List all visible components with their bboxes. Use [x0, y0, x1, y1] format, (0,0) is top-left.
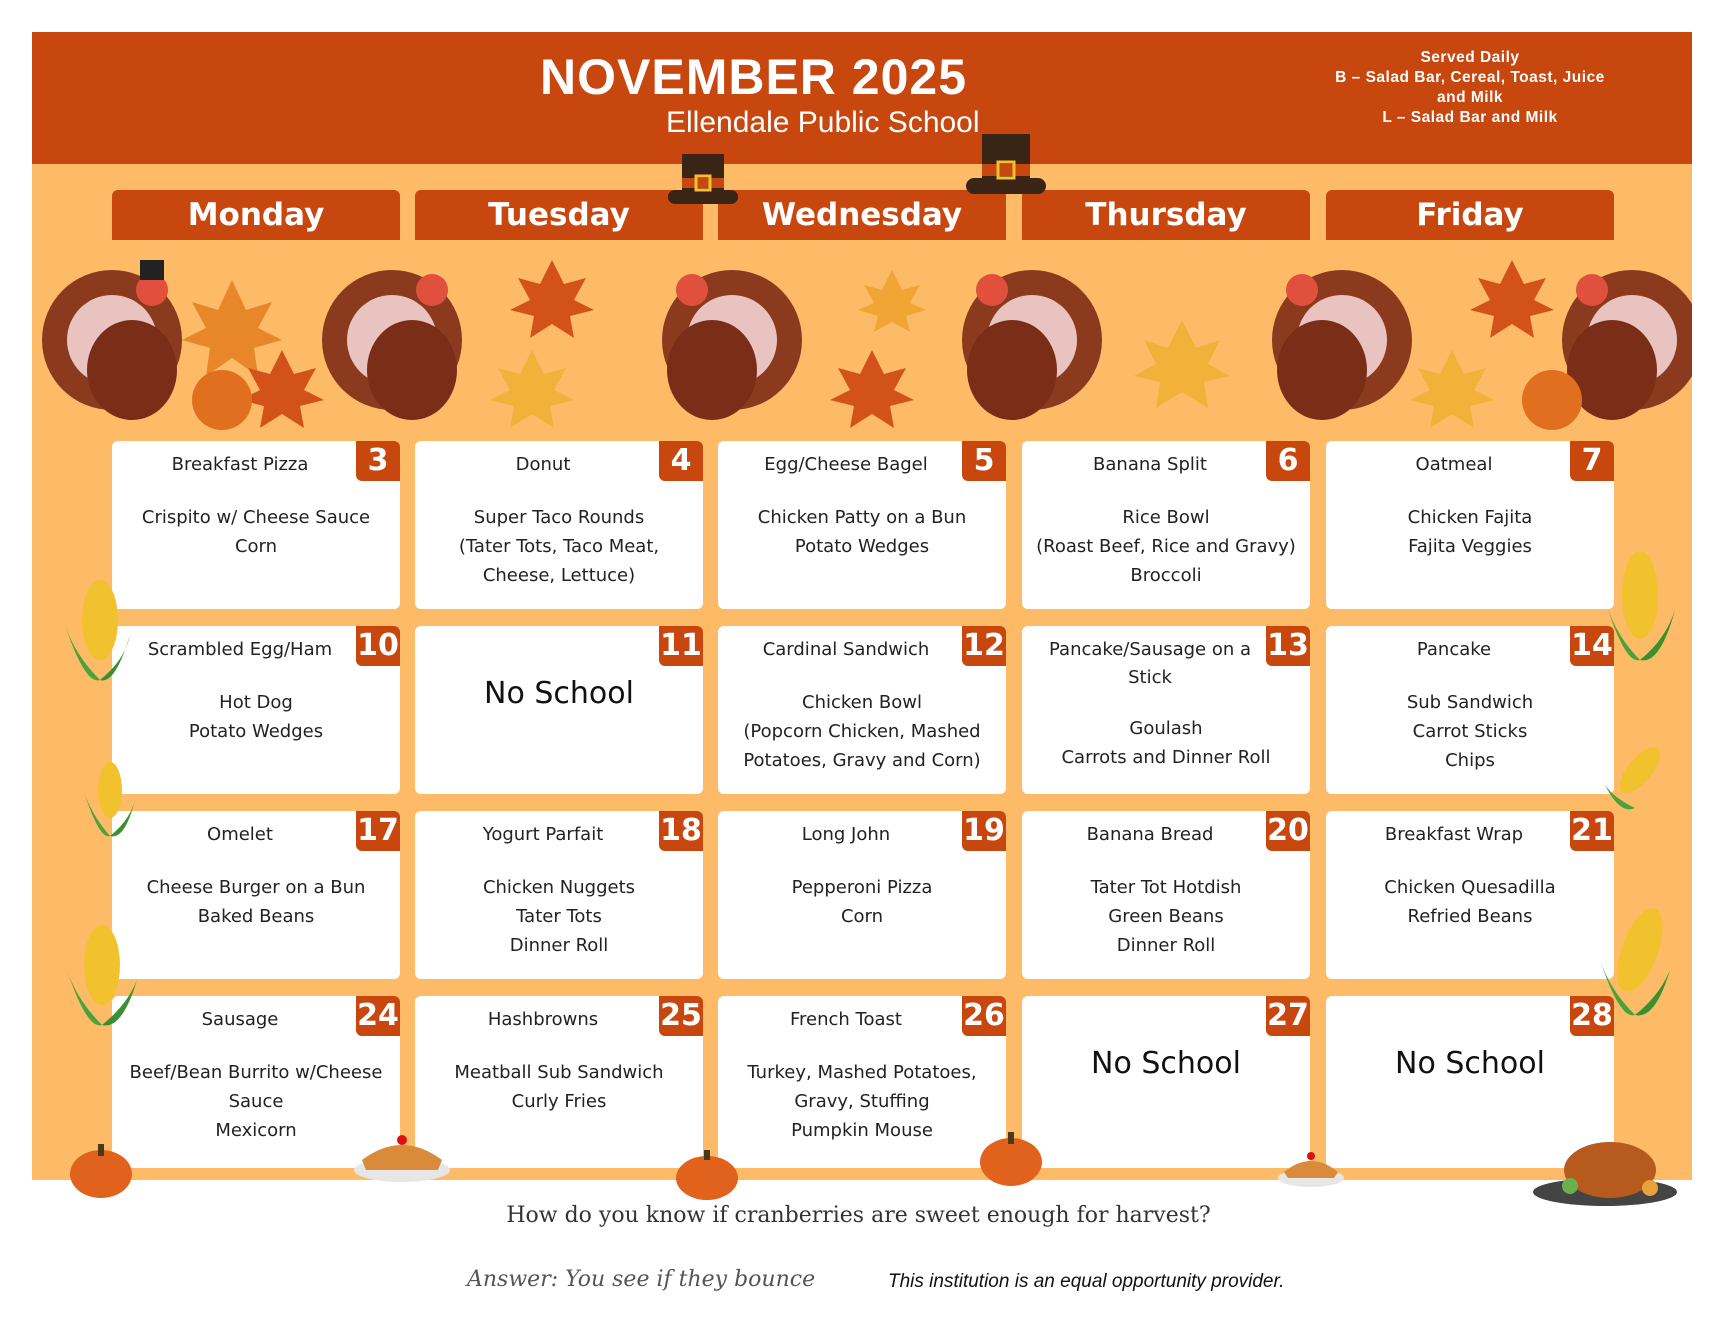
lunch-item: Dinner Roll [1116, 935, 1216, 956]
lunch-item: Rice Bowl [1122, 507, 1210, 528]
lunch-item: Pumpkin Mouse [791, 1120, 933, 1141]
lunch-item: Fajita Veggies [1408, 536, 1532, 557]
served-line: and Milk [1436, 89, 1503, 106]
lunch-menu [421, 873, 697, 960]
day-header-tuesday: Tuesday [415, 190, 703, 240]
trivia-answer: Answer: You see if they bounce [467, 1267, 816, 1292]
calendar-day-cell [415, 441, 703, 609]
lunch-item: Curly Fries [511, 1091, 607, 1112]
served-line: Served Daily [1420, 49, 1520, 66]
lunch-item: Dinner Roll [509, 935, 609, 956]
lunch-item: Mexicorn [215, 1120, 297, 1141]
lunch-item: Broccoli [1130, 565, 1202, 586]
calendar-day-cell [112, 626, 400, 794]
day-number: 21 [1570, 811, 1614, 851]
day-header-friday: Friday [1326, 190, 1614, 240]
lunch-item: Baked Beans [197, 906, 315, 927]
lunch-item: Cheese, Lettuce) [482, 565, 636, 586]
breakfast-item: Breakfast Pizza [171, 454, 309, 475]
lunch-item: (Popcorn Chicken, Mashed [743, 721, 981, 742]
calendar-day-cell [415, 996, 703, 1168]
served-line: B – Salad Bar, Cereal, Toast, Juice [1335, 69, 1605, 86]
pumpkin-icon [978, 1128, 1044, 1188]
breakfast-item: Oatmeal [1415, 454, 1493, 475]
lunch-menu [1028, 714, 1304, 772]
breakfast-item: Banana Split [1093, 454, 1207, 475]
day-number: 14 [1570, 626, 1614, 666]
lunch-item: Carrots and Dinner Roll [1061, 747, 1271, 768]
pilgrim-hat-icon [966, 130, 1046, 200]
day-number: 10 [356, 626, 400, 666]
no-school-label: No School [1091, 1046, 1241, 1081]
lunch-menu [421, 503, 697, 590]
calendar-day-cell [1022, 626, 1310, 794]
lunch-menu [118, 503, 394, 561]
calendar-day-cell [112, 441, 400, 609]
lunch-item: Gravy, Stuffing [794, 1091, 930, 1112]
calendar-day-cell [1326, 626, 1614, 794]
breakfast-item: Breakfast Wrap [1384, 824, 1524, 845]
corn-icon [55, 575, 135, 685]
lunch-item: Tater Tot Hotdish [1090, 877, 1242, 898]
lunch-menu [724, 688, 1000, 775]
school-name: Ellendale Public School [666, 106, 980, 139]
lunch-item: Sub Sandwich [1406, 692, 1534, 713]
lunch-item: Corn [234, 536, 278, 557]
trivia-question: How do you know if cranberries are sweet enough for harvest? [506, 1203, 1211, 1228]
calendar-day-cell [1022, 996, 1310, 1168]
lunch-item: Corn [840, 906, 884, 927]
lunch-menu [118, 688, 394, 746]
breakfast-item: Donut [515, 454, 571, 475]
lunch-item: Potatoes, Gravy and Corn) [743, 750, 981, 771]
lunch-item: Chicken Bowl [802, 692, 922, 713]
lunch-item: Green Beans [1108, 906, 1224, 927]
pilgrim-hat-icon [668, 150, 738, 210]
lunch-item: Potato Wedges [188, 721, 324, 742]
calendar-day-cell [1326, 441, 1614, 609]
turkey-illustrations [32, 240, 1692, 440]
day-number: 26 [962, 996, 1006, 1036]
pumpkin-icon [674, 1148, 740, 1200]
lunch-menu [1332, 688, 1608, 775]
day-number: 11 [659, 626, 703, 666]
calendar-day-cell [1022, 441, 1310, 609]
day-number: 27 [1266, 996, 1310, 1036]
day-number: 13 [1266, 626, 1310, 666]
lunch-item: Chips [1445, 750, 1495, 771]
breakfast-item: Pancake [1416, 639, 1492, 660]
lunch-item: Hot Dog [219, 692, 293, 713]
breakfast-item: Hashbrowns [487, 1009, 599, 1030]
lunch-item: Chicken Nuggets [482, 877, 636, 898]
lunch-item: Chicken Patty on a Bun [757, 507, 967, 528]
day-number: 28 [1570, 996, 1614, 1036]
calendar-day-cell [718, 996, 1006, 1168]
lunch-menu [1028, 873, 1304, 960]
lunch-item: Goulash [1129, 718, 1203, 739]
lunch-item: Beef/Bean Burrito w/Cheese [129, 1062, 383, 1083]
day-number: 4 [659, 441, 703, 481]
breakfast-item: Scrambled Egg/Ham [147, 639, 333, 660]
breakfast-item: Yogurt Parfait [482, 824, 604, 845]
lunch-item: Crispito w/ Cheese Sauce [141, 507, 371, 528]
lunch-item: Refried Beans [1407, 906, 1533, 927]
day-number: 19 [962, 811, 1006, 851]
day-number: 20 [1266, 811, 1310, 851]
day-number: 6 [1266, 441, 1310, 481]
day-header-monday: Monday [112, 190, 400, 240]
breakfast-item: Banana Bread [1086, 824, 1214, 845]
pie-icon [1276, 1148, 1346, 1188]
lunch-item: Turkey, Mashed Potatoes, [747, 1062, 977, 1083]
lunch-item: Meatball Sub Sandwich [454, 1062, 664, 1083]
corn-icon [1600, 545, 1680, 665]
lunch-item: Cheese Burger on a Bun [146, 877, 366, 898]
lunch-menu [421, 1058, 697, 1116]
day-number: 17 [356, 811, 400, 851]
calendar-day-cell [718, 811, 1006, 979]
corn-icon [1600, 740, 1670, 810]
lunch-item: Sauce [228, 1091, 284, 1112]
calendar-day-cell [415, 811, 703, 979]
served-daily-note [1300, 48, 1640, 128]
equal-opportunity-statement: This institution is an equal opportunity provider. [888, 1271, 1285, 1292]
lunch-item: (Tater Tots, Taco Meat, [458, 536, 660, 557]
calendar-day-cell [718, 626, 1006, 794]
day-number: 3 [356, 441, 400, 481]
corn-icon [1595, 900, 1675, 1020]
lunch-menu [1028, 503, 1304, 590]
no-school-label: No School [484, 676, 634, 711]
day-number: 25 [659, 996, 703, 1036]
pie-icon [352, 1130, 452, 1184]
lunch-item: (Roast Beef, Rice and Gravy) [1036, 536, 1296, 557]
lunch-menu [118, 873, 394, 931]
day-number: 12 [962, 626, 1006, 666]
lunch-item: Super Taco Rounds [473, 507, 645, 528]
lunch-item: Tater Tots [516, 906, 602, 927]
lunch-menu [1332, 873, 1608, 931]
lunch-menu [724, 503, 1000, 561]
breakfast-item: Omelet [207, 824, 273, 845]
page-title: NOVEMBER 2025 [540, 49, 968, 105]
pumpkin-icon [68, 1140, 134, 1200]
calendar-day-cell [112, 811, 400, 979]
day-number: 24 [356, 996, 400, 1036]
lunch-menu [1332, 503, 1608, 561]
breakfast-item: Long John [801, 824, 891, 845]
breakfast-item: Pancake/Sausage on a Stick [1049, 639, 1251, 688]
day-header-wednesday: Wednesday [718, 190, 1006, 240]
no-school-label: No School [1395, 1046, 1545, 1081]
corn-icon [62, 920, 142, 1030]
day-number: 5 [962, 441, 1006, 481]
served-line: L – Salad Bar and Milk [1382, 109, 1558, 126]
breakfast-item: Egg/Cheese Bagel [764, 454, 928, 475]
lunch-item: Potato Wedges [794, 536, 930, 557]
lunch-item: Chicken Quesadilla [1384, 877, 1556, 898]
breakfast-item: Sausage [201, 1009, 279, 1030]
lunch-item: Pepperoni Pizza [791, 877, 933, 898]
breakfast-item: Cardinal Sandwich [762, 639, 930, 660]
day-number: 18 [659, 811, 703, 851]
day-header-thursday: Thursday [1022, 190, 1310, 240]
lunch-menu [724, 1058, 1000, 1145]
roast-turkey-icon [1530, 1130, 1680, 1210]
lunch-item: Chicken Fajita [1407, 507, 1533, 528]
lunch-item: Carrot Sticks [1412, 721, 1528, 742]
calendar-day-cell [1326, 811, 1614, 979]
calendar-day-cell [415, 626, 703, 794]
corn-icon [80, 760, 140, 840]
breakfast-item: French Toast [790, 1009, 902, 1030]
day-number: 7 [1570, 441, 1614, 481]
calendar-day-cell [1022, 811, 1310, 979]
calendar-day-cell [718, 441, 1006, 609]
lunch-menu [724, 873, 1000, 931]
